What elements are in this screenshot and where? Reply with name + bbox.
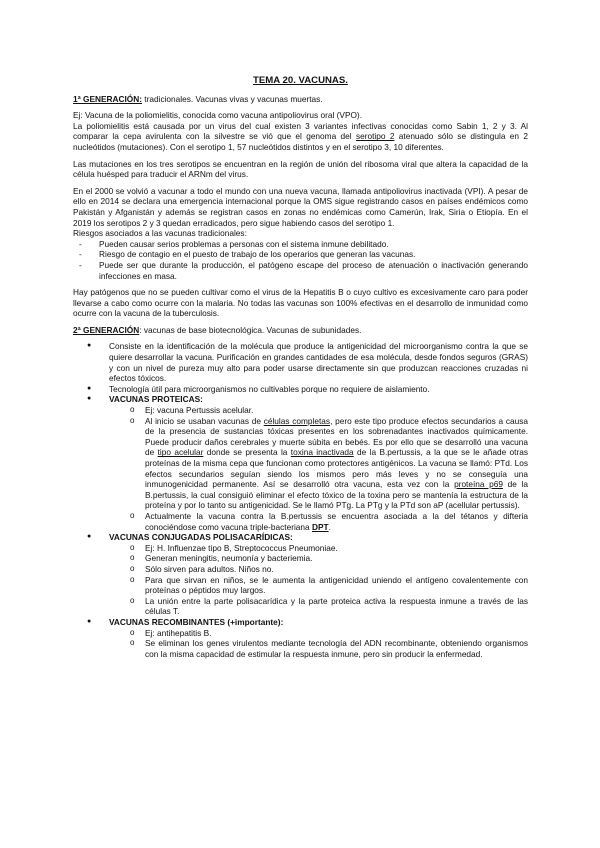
polio-paragraph	[73, 121, 528, 153]
text-span: , pero este tipo produce efectos secundarios a causa de la presencia de sustancias tóxicas presentes en los sobrenadantes inactivados químicamente. Puede producir daños cerebrales y muerte súbita en bebés. Es por ello que se desarrolló una vacuna de	[145, 415, 528, 458]
list-item: o Se eliminan los genes virulentos mediante tecnología del ADN recombinante, obteniendo organismos con la misma capacidad de estimular la respuesta inmune, pero sin producir la enfermedad.	[109, 638, 528, 659]
page-title: TEMA 20. VACUNAS.	[253, 75, 348, 86]
dpt-term: DPT	[311, 521, 329, 532]
text-span: Actualmente la vacuna contra la B.pertussis se encuentra asociada a la del tétanos y difteria conociéndose como vacuna triple-bacteriana	[145, 510, 528, 532]
gen1-paragraph	[73, 94, 528, 105]
hepatitis-paragraph: Hay patógenos que no se pueden cultivar como el virus de la Hepatitis B o cuyo cultivo es excesivamente caro para poder llevarse a cabo como ocurre con la malaria. No todas las vacunas son 100% efectivas en el desarrollo de inmunidad como ocurre con la vacuna de la tuberculosis.	[73, 287, 528, 319]
proteicas-section	[73, 394, 528, 532]
list-item: ● Tecnología útil para microorganismos no cultivables porque no requiere de aislamiento.	[73, 384, 528, 395]
list-item: o Generan meningitis, neumonía y bacteriemia.	[109, 553, 528, 564]
polio-text-b: atenuado sólo se distingula en 2 nucleótidos (mutaciones). Con el serotipo 1, 57 nucleótidos distintos y en el serotipo 3, 10 diferentes.	[73, 131, 528, 152]
gen2-label: 2ª GENERACIÓN	[73, 324, 140, 335]
tipo-acelular-term: tipo acelular	[157, 447, 204, 458]
list-item: o Ej: antihepatitis B.	[109, 628, 528, 639]
text-span: .	[328, 521, 331, 532]
proteicas-list	[109, 405, 528, 532]
recombinantes-importance: (+importante)	[225, 616, 281, 627]
gen1-label: 1ª GENERACIÓN:	[73, 93, 142, 104]
proteina-p69-term: proteína p69	[454, 479, 504, 490]
gen2-text: : vacunas de base biotecnológica. Vacunas de subunidades.	[139, 324, 362, 335]
riesgos-list	[73, 239, 528, 281]
list-item: - Pueden causar serios problemas a personas con el sistema inmune debilitado.	[73, 239, 528, 250]
gen2-bullet-list	[73, 341, 528, 659]
conjugadas-list	[109, 543, 528, 617]
recombinantes-colon: :	[280, 616, 284, 627]
mutaciones-paragraph: Las mutaciones en los tres serotipos se encuentran en la región de unión del ribosoma viral que altera la capacidad de la célula huésped para traducir el ARNm del virus.	[73, 158, 528, 180]
celulas-completas-term: células completas	[263, 415, 331, 426]
list-item	[109, 416, 528, 511]
toxina-inactivada-term: toxina inactivada	[290, 447, 354, 458]
text-span: Al inicio se usaban vacunas de	[145, 415, 264, 426]
list-item	[109, 511, 528, 532]
gen1-text: tradicionales. Vacunas vivas y vacunas muertas.	[142, 93, 323, 104]
vpi-paragraph: En el 2000 se volvió a vacunar a todo el mundo con una nueva vacuna, llamada antipoliovirus inactivada (VPI). A pesar de ello en 2014 se declara una emergencia internacional porque la OMS sigue registrando casos en países endémicos como Pakistán y Afganistán y además se registran casos en zonas no endémicas como Camerún, Irak, Siria o Etiopía. En el 2019 los serotipos 2 y 3 quedan erradicados, pero sigue habiendo casos del serotipo 1.	[73, 185, 528, 228]
text-span: de la B.pertussis, a la que se le añade otras proteínas de la misma cepa que funcionan como protectores antigénicos. La vacuna se llamó: PTd. Los efectos secundarios seguían siendo los mismos pero más leves y no se conseguía una inmunogenicidad permanente. Así se desarrolló otra vacuna, esta vez con la	[145, 447, 528, 490]
recombinantes-list	[109, 628, 528, 660]
gen2-paragraph	[73, 325, 528, 336]
text-span: donde se presenta la	[203, 447, 291, 458]
recombinantes-heading: VACUNAS RECOMBINANTES	[109, 616, 226, 627]
list-item: o Para que sirvan en niños, se le aumenta la antigenicidad uniendo el antígeno covalentemente con proteínas o péptidos muy largos.	[109, 575, 528, 596]
list-item: ● Consiste en la identificación de la molécula que produce la antigenicidad del microorganismo contra la que se quiere desarrollar la vacuna. Purificación en grandes cantidades de esa molécula, desde fondos seguros (GRAS) y con un nivel de pureza muy alto para poder usarse directamente sin que produzcan reacciones cruzadas ni efectos tóxicos.	[73, 341, 528, 383]
list-item: o Ej: H. Influenzae tipo B, Streptococcus Pneumoniae.	[109, 543, 528, 554]
proteicas-heading: VACUNAS PROTEICAS:	[109, 394, 203, 405]
list-item: o La unión entre la parte polisacarídica y la parte proteica activa la respuesta inmune a través de las células T.	[109, 596, 528, 617]
polio-example: Ej: Vacuna de la poliomielitis, conocida como vacuna antipoliovirus oral (VPO).	[73, 110, 362, 121]
conjugadas-heading: VACUNAS CONJUGADAS POLISACARÍDICAS:	[109, 532, 293, 543]
polio-text-a: La poliomielitis está causada por un virus del cual existen 3 variantes infectivas conocidas como Sabin 1, 2 y 3. Al comparar la cepa avirulenta con la silvestre se vió que el genoma del	[73, 120, 528, 142]
list-item: o Sólo sirven para adultos. Niños no.	[109, 564, 528, 575]
conjugadas-section	[73, 532, 528, 617]
list-item: o Ej: vacuna Pertussis acelular.	[109, 405, 528, 416]
list-item: - Riesgo de contagio en el puesto de trabajo de los operarios que generan las vacunas.	[73, 249, 528, 260]
list-item: - Puede ser que durante la producción, el patógeno escape del proceso de atenuación o inactivación generando infecciones en masa.	[73, 260, 528, 281]
text-span: de la B.pertussis, la cual consiguió eliminar el efecto tóxico de la toxina pero se mantenía la estructura de la proteína y por lo tanto su antigenicidad. Se le llamó PTg. La PTg y la PTd son aP (acellular pertussis).	[145, 479, 529, 511]
recombinantes-section	[73, 617, 528, 659]
riesgos-intro: Riesgos asociados a las vacunas tradicionales:	[73, 228, 247, 239]
serotipo-2-term: serotipo 2	[355, 131, 395, 142]
